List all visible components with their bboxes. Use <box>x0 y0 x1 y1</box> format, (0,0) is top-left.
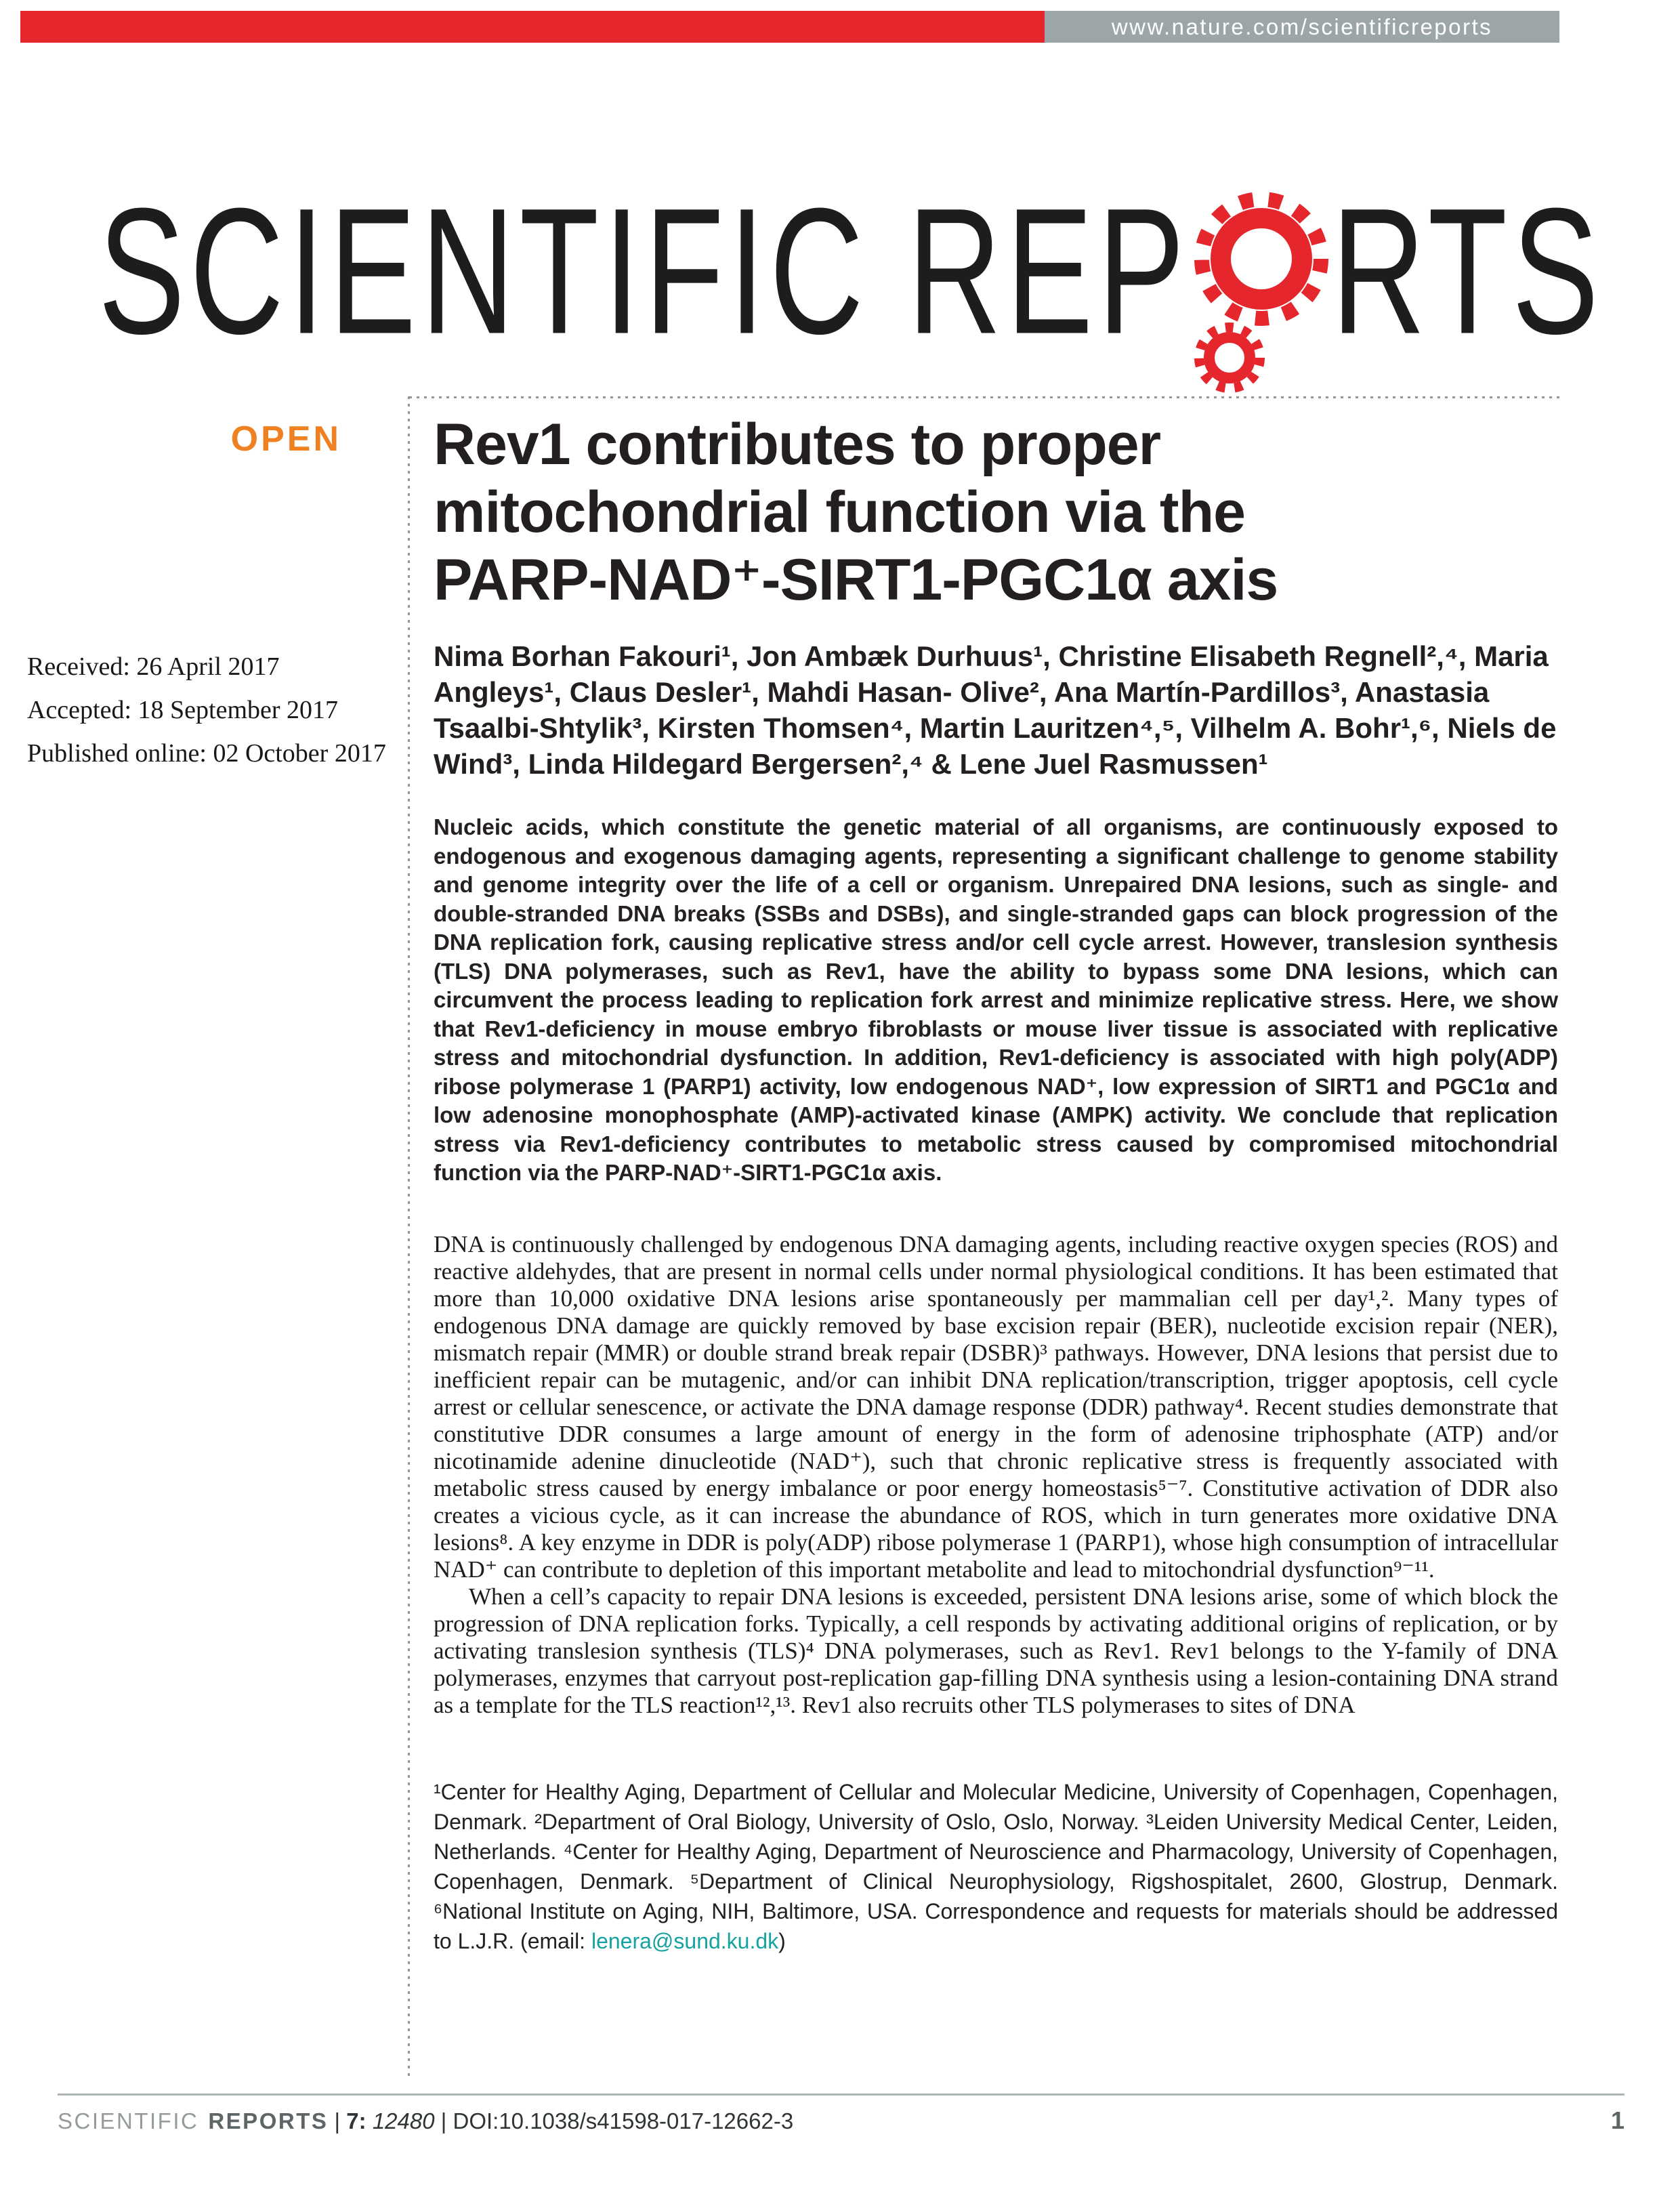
gear-o-icon <box>1196 191 1324 337</box>
date-received: Received: 26 April 2017 <box>27 652 280 681</box>
title-line-2: mitochondrial function via the <box>434 480 1245 545</box>
logo-word-scientific: SCIENTIFIC <box>98 170 868 372</box>
affiliations <box>434 1777 1558 1956</box>
abstract: Nucleic acids, which constitute the genetic material of all organisms, are continuously exposed to endogenous and exogenous damaging agents, representing a significant challenge to genome stability and genome integrity over the life of a cell or organism. Unrepaired DNA lesions, such as single- and double-stranded DNA breaks (SSBs and DSBs), and single-stranded gaps can block progression of the DNA replication fork, causing replicative stress and/or cell cycle arrest. However, translesion synthesis (TLS) DNA polymerases, such as Rev1, have the ability to bypass some DNA lesions, which can circumvent the process leading to replication fork arrest and minimize replicative stress. Here, we show that Rev1-deficiency in mouse embryo fibroblasts or mouse liver tissue is associated with replicative stress and mitochondrial dysfunction. In addition, Rev1-deficiency is associated with high poly(ADP) ribose polymerase 1 (PARP1) activity, low endogenous NAD⁺, low expression of SIRT1 and PGC1α and low adenosine monophosphate (AMP)-activated kinase (AMPK) activity. We conclude that replication stress via Rev1-deficiency contributes to metabolic stress caused by compromised mitochondrial function via the PARP-NAD⁺-SIRT1-PGC1α axis. <box>434 814 1558 1185</box>
title-line-1: Rev1 contributes to proper <box>434 412 1161 477</box>
body-paragraph: DNA is continuously challenged by endogenous DNA damaging agents, including reactive oxygen species (ROS) and reactive aldehydes, that are present in normal cells under normal physiological conditions. It has been estimated that more than 10,000 oxidative DNA lesions arise spontaneously per mammalian cell per day¹,². Many types of endogenous DNA damage are quickly removed by base excision repair (BER), nucleotide excision repair (NER), mismatch repair (MMR) or double strand break repair (DSBR)³ pathways. However, DNA lesions that persist due to inefficient repair can be mutagenic, and/or can inhibit DNA replication/transcription, trigger apoptosis, cell cycle arrest or cellular senescence, or activate the DNA damage response (DDR) pathway⁴. Recent studies demonstrate that constitutive DDR consumes a large amount of energy in the form of adenosine triphosphate (ATP) and/or nicotinamide adenine dinucleotide (NAD⁺), such that chronic replicative stress is frequently associated with metabolic stress caused by energy imbalance or poor energy homeostasis⁵⁻⁷. Constitutive activation of DDR also creates a vicious cycle, as it can increase the abundance of ROS, which in turn generates more oxidative DNA lesions⁸. A key enzyme in DDR is poly(ADP) ribose polymerase 1 (PARP1), whose high consumption of intracellular NAD⁺ can contribute to depletion of this important metabolite and lead to mitochondrial dysfunction⁹⁻¹¹. <box>434 1230 1558 1583</box>
open-access-badge: OPEN <box>230 419 341 459</box>
footer-article-number: 12480 <box>372 2108 435 2133</box>
scientific-reports-logo <box>98 170 1603 372</box>
title-line-3: PARP-NAD⁺-SIRT1-PGC1α axis <box>434 547 1278 612</box>
footer-brand-reports: REPORTS <box>208 2108 329 2133</box>
dotted-divider-horizontal <box>409 396 1559 398</box>
page-footer <box>0 2094 1680 2208</box>
article-body <box>434 1231 1558 1719</box>
body-paragraph: When a cell’s capacity to repair DNA lesions is exceeded, persistent DNA lesions arise, some of which block the progression of DNA replication forks. Typically, a cell responds by activating additional origins of replication, or by activating translesion synthesis (TLS)⁴ DNA polymerases, such as Rev1. Rev1 belongs to the Y-family of DNA polymerases, enzymes that carryout post-replication gap-filling DNA synthesis using a lesion-containing DNA strand as a template for the TLS reaction¹²,¹³. Rev1 also recruits other TLS polymerases to sites of DNA <box>434 1583 1558 1718</box>
article-dates <box>27 652 386 782</box>
affiliations-text-end: ) <box>778 1928 786 1953</box>
author-list: Nima Borhan Fakouri¹, Jon Ambæk Durhuus¹, Christine Elisabeth Regnell²,⁴, Maria Angleys¹, Claus Desler¹, Mahdi Hasan- Olive², Ana Martín-Pardillos³, Anastasia Tsaalbi-Shtylik³, Kirsten Thomsen⁴, Martin Lauritzen⁴,⁵, Vilhelm A. Bohr¹,⁶, Niels de Wind³, Linda Hildegard Bergersen²,⁴ & Lene Juel Rasmussen¹ <box>434 640 1557 780</box>
footer-doi: | DOI:10.1038/s41598-017-12662-3 <box>434 2108 794 2133</box>
date-published: Published online: 02 October 2017 <box>27 739 386 768</box>
footer-citation <box>58 2108 793 2134</box>
dotted-divider-vertical <box>408 396 410 2077</box>
footer-volume: 7: <box>346 2108 373 2133</box>
date-accepted: Accepted: 18 September 2017 <box>27 696 339 724</box>
main-column <box>434 401 1558 1956</box>
page-number: 1 <box>1610 2106 1624 2134</box>
affiliations-text: ¹Center for Healthy Aging, Department of Cellular and Molecular Medicine, University of Copenhagen, Copenhagen, Denmark. ²Department of Oral Biology, University of Oslo, Oslo, Norway. ³Leiden University Medical Center, Leiden, Netherlands. ⁴Center for Healthy Aging, Department of Neuroscience and Pharmacology, University of Copenhagen, Copenhagen, Denmark. ⁵Department of Clinical Neurophysiology, Rigshospitalet, 2600, Glostrup, Denmark. ⁶National Institute on Aging, NIH, Baltimore, USA. Correspondence and requests for materials should be addressed to L.J.R. (email: <box>434 1779 1558 1953</box>
footer-row <box>0 2096 1680 2135</box>
article-title <box>434 411 1558 614</box>
top-banner <box>20 11 1559 43</box>
logo-word-rep: REP <box>907 170 1190 372</box>
footer-separator: | <box>328 2108 347 2133</box>
journal-url: www.nature.com/scientificreports <box>1111 14 1493 39</box>
journal-url-bar <box>1045 11 1559 43</box>
red-accent-bar <box>20 11 1045 43</box>
gears-icon <box>1196 191 1324 337</box>
email-link[interactable]: lenera@sund.ku.dk <box>591 1928 779 1953</box>
logo-word-rts: RTS <box>1331 170 1603 372</box>
footer-brand-scientific: SCIENTIFIC <box>58 2108 199 2133</box>
